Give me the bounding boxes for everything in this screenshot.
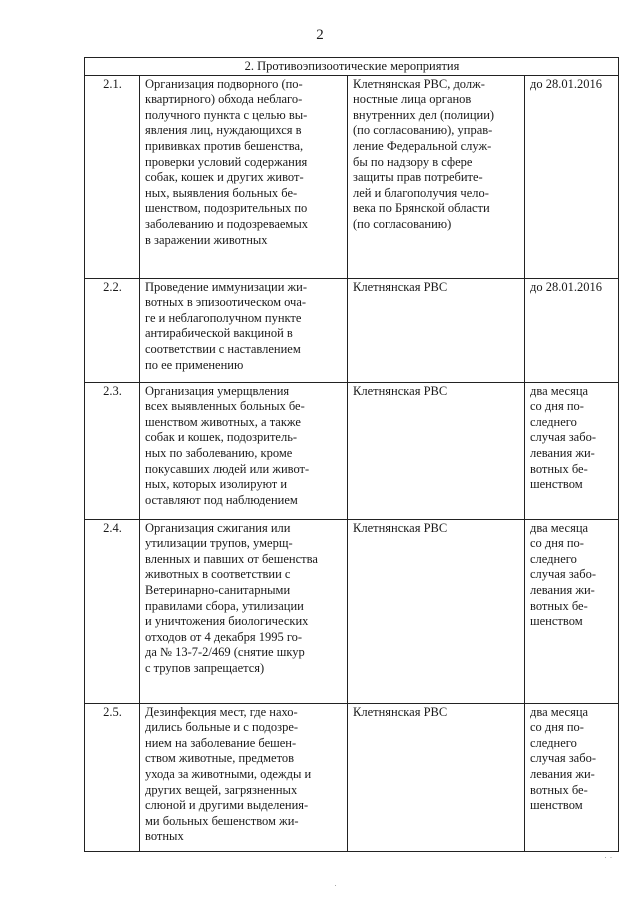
measure-text-line: ге и неблагополучном пункте xyxy=(145,310,302,325)
measure-text-line: да № 13-7-2/469 (снятие шкур xyxy=(145,645,305,660)
deadline-line: левания жи- xyxy=(530,582,595,597)
deadline-line: вотных бе- xyxy=(530,782,588,797)
measure-text xyxy=(140,278,348,382)
measure-text-line: отходов от 4 декабря 1995 го- xyxy=(145,629,303,644)
row-number: 2.5. xyxy=(85,703,140,851)
measure-text-line: по ее применению xyxy=(145,357,244,372)
measure-text-line: в заражении животных xyxy=(145,232,268,247)
deadline-line: шенством xyxy=(530,477,583,492)
measure-text-line: Проведение иммунизации жи- xyxy=(145,279,308,294)
measure-text-line: антирабической вакциной в xyxy=(145,326,293,341)
responsible-party-line: защиты прав потребите- xyxy=(353,170,483,185)
measure-text-line: ми больных бешенством жи- xyxy=(145,813,299,828)
deadline-line: два месяца xyxy=(530,704,589,719)
margin-mark: · · xyxy=(604,852,613,862)
responsible-party-line: ление Федеральной служ- xyxy=(353,138,492,153)
measure-text-line: шенством животных, а также xyxy=(145,414,301,429)
deadline xyxy=(525,75,619,278)
measure-text xyxy=(140,75,348,278)
measure-text-line: других вещей, загрязненных xyxy=(145,782,298,797)
measure-text-line: Организация подворного (по- xyxy=(145,76,303,91)
measure-text-line: и уничтожения биологических xyxy=(145,614,309,629)
deadline-line: случая забо- xyxy=(530,430,597,445)
measure-text-line: дились больные и с подозре- xyxy=(145,720,299,735)
responsible-party-line: века по Брянской области xyxy=(353,201,490,216)
deadline-line: следнего xyxy=(530,551,577,566)
responsible-party-line: внутренних дел (полиции) xyxy=(353,107,495,122)
deadline-line: шенством xyxy=(530,798,583,813)
responsible-party-line: Клетнянская РВС xyxy=(353,520,448,535)
responsible-party-line: бы по надзору в сфере xyxy=(353,154,473,169)
responsible-party-line: Клетнянская РВС xyxy=(353,383,448,398)
deadline-line: два месяца xyxy=(530,520,589,535)
deadline-line: случая забо- xyxy=(530,751,597,766)
responsible-party-line: Клетнянская РВС, долж- xyxy=(353,76,485,91)
measure-text-line: вотных в эпизоотическом оча- xyxy=(145,295,307,310)
deadline xyxy=(525,278,619,382)
measure-text-line: вленных и павших от бешенства xyxy=(145,551,318,566)
measure-text-line: квартирного) обхода неблаго- xyxy=(145,92,303,107)
deadline xyxy=(525,703,619,851)
deadline-line: следнего xyxy=(530,414,577,429)
deadline-line: со дня по- xyxy=(530,536,584,551)
measure-text-line: покусавших людей или живот- xyxy=(145,461,310,476)
measure-text-line: Дезинфекция мест, где нахо- xyxy=(145,704,298,719)
measure-text-line: явления лиц, нуждающихся в xyxy=(145,123,302,138)
measure-text-line: ных, выявления больных бе- xyxy=(145,185,298,200)
measure-text xyxy=(140,703,348,851)
measure-text-line: ухода за животными, одежды и xyxy=(145,766,312,781)
responsible-party xyxy=(348,519,525,703)
measure-text-line: заболеванию и подозреваемых xyxy=(145,216,308,231)
measure-text-line: правилами сбора, утилизации xyxy=(145,598,304,613)
deadline-line: вотных бе- xyxy=(530,461,588,476)
section-header-row xyxy=(85,58,619,76)
responsible-party xyxy=(348,278,525,382)
measure-text-line: получного пункта с целью вы- xyxy=(145,107,308,122)
responsible-party xyxy=(348,75,525,278)
measure-text-line: прививках против бешенства, xyxy=(145,138,304,153)
responsible-party-line: (по согласованию) xyxy=(353,216,452,231)
measure-text-line: шенством, подозрительных по xyxy=(145,201,308,216)
measure-text-line: всех выявленных больных бе- xyxy=(145,399,305,414)
margin-mark: · xyxy=(334,880,337,890)
measure-text-line: ством животные, предметов xyxy=(145,751,295,766)
responsible-party-line: Клетнянская РВС xyxy=(353,704,448,719)
measure-text-line: нием на заболевание бешен- xyxy=(145,735,297,750)
deadline-line: со дня по- xyxy=(530,720,584,735)
row-number: 2.3. xyxy=(85,382,140,519)
deadline-line: шенством xyxy=(530,614,583,629)
measure-text-line: ных, которых изолируют и xyxy=(145,477,288,492)
deadline-line: до 28.01.2016 xyxy=(530,279,602,294)
section-title: 2. Противоэпизоотические мероприятия xyxy=(85,58,619,76)
table-row xyxy=(85,278,619,382)
measure-text-line: Организация умерщвления xyxy=(145,383,290,398)
measure-text-line: Организация сжигания или xyxy=(145,520,291,535)
measure-text-line: соответствии с наставлением xyxy=(145,341,301,356)
row-number: 2.4. xyxy=(85,519,140,703)
deadline-line: со дня по- xyxy=(530,399,584,414)
responsible-party-line: лей и благополучия чело- xyxy=(353,185,489,200)
measure-text-line: с трупов запрещается) xyxy=(145,660,265,675)
measure-text-line: собак, кошек и других живот- xyxy=(145,170,304,185)
deadline-line: левания жи- xyxy=(530,766,595,781)
measure-text xyxy=(140,519,348,703)
responsible-party-line: Клетнянская РВС xyxy=(353,279,448,294)
deadline-line: случая забо- xyxy=(530,567,597,582)
responsible-party-line: ностные лица органов xyxy=(353,92,472,107)
measure-text-line: слюной и другими выделения- xyxy=(145,798,309,813)
responsible-party-line: (по согласованию), управ- xyxy=(353,123,493,138)
responsible-party xyxy=(348,382,525,519)
deadline-line: левания жи- xyxy=(530,445,595,460)
responsible-party xyxy=(348,703,525,851)
table-row xyxy=(85,382,619,519)
deadline-line: два месяца xyxy=(530,383,589,398)
deadline-line: до 28.01.2016 xyxy=(530,76,602,91)
measures-table xyxy=(84,57,619,852)
deadline xyxy=(525,519,619,703)
measure-text-line: Ветеринарно-санитарными xyxy=(145,582,291,597)
deadline-line: следнего xyxy=(530,735,577,750)
deadline-line: вотных бе- xyxy=(530,598,588,613)
table-row xyxy=(85,75,619,278)
measure-text-line: собак и кошек, подозритель- xyxy=(145,430,298,445)
measure-text-line: утилизации трупов, умерщ- xyxy=(145,536,293,551)
measure-text-line: животных в соответствии с xyxy=(145,567,291,582)
row-number: 2.2. xyxy=(85,278,140,382)
row-number: 2.1. xyxy=(85,75,140,278)
measure-text xyxy=(140,382,348,519)
table-row xyxy=(85,703,619,851)
table-row xyxy=(85,519,619,703)
page-number: 2 xyxy=(316,27,324,43)
deadline xyxy=(525,382,619,519)
measure-text-line: оставляют под наблюдением xyxy=(145,492,298,507)
measure-text-line: вотных xyxy=(145,829,184,844)
measure-text-line: ных по заболеванию, кроме xyxy=(145,445,293,460)
measure-text-line: проверки условий содержания xyxy=(145,154,308,169)
